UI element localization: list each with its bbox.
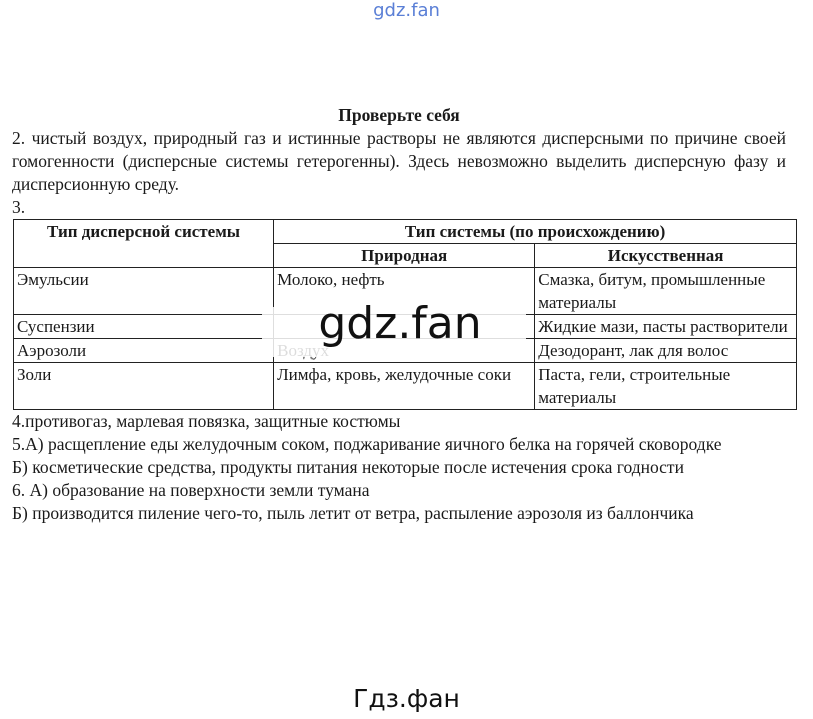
cell-artificial: Смазка, битум, промышленные материалы bbox=[535, 268, 797, 315]
answer-2: 2. чистый воздух, природный газ и истинные растворы не являются дисперсными по причине своей гомогенности (дисперсные системы гетерогенны). Здесь невозможно выделить дисперсную фазу и дисперсионную среду. bbox=[12, 128, 786, 194]
section-title: Проверьте себя bbox=[338, 105, 460, 125]
cell-type: Золи bbox=[14, 363, 274, 410]
cell-artificial: Паста, гели, строительные материалы bbox=[535, 363, 797, 410]
answer-6b: Б) производится пиление чего-то, пыль летит от ветра, распыление аэрозоля из баллончика bbox=[12, 503, 694, 523]
cell-type: Эмульсии bbox=[14, 268, 274, 315]
table-row bbox=[14, 363, 797, 410]
top-watermark: gdz.fan bbox=[373, 0, 440, 21]
table-header-row bbox=[14, 220, 797, 244]
cell-natural: Лимфа, кровь, желудочные соки bbox=[274, 363, 535, 410]
watermark-backdrop bbox=[262, 307, 526, 357]
answer-3-label: 3. bbox=[12, 197, 26, 217]
answer-4: 4.противогаз, марлевая повязка, защитные костюмы bbox=[12, 411, 401, 431]
cell-natural: Молоко, нефть bbox=[274, 268, 535, 315]
header-artificial: Искусственная bbox=[535, 244, 797, 268]
cell-artificial: Дезодорант, лак для волос bbox=[535, 339, 797, 363]
header-system-type: Тип дисперсной системы bbox=[14, 220, 274, 268]
bottom-watermark: Гдз.фан bbox=[353, 684, 460, 713]
cell-type: Суспензии bbox=[14, 315, 274, 339]
cell-artificial: Жидкие мази, пасты растворители bbox=[535, 315, 797, 339]
cell-type: Аэрозоли bbox=[14, 339, 274, 363]
header-origin: Тип системы (по происхождению) bbox=[274, 220, 797, 244]
answer-6a: 6. А) образование на поверхности земли тумана bbox=[12, 480, 370, 500]
center-watermark: gdz.fan bbox=[318, 298, 482, 349]
header-natural: Природная bbox=[274, 244, 535, 268]
answer-5a: 5.А) расщепление еды желудочным соком, поджаривание яичного белка на горячей сковородке bbox=[12, 434, 722, 454]
answer-5b: Б) косметические средства, продукты питания некоторые после истечения срока годности bbox=[12, 457, 684, 477]
